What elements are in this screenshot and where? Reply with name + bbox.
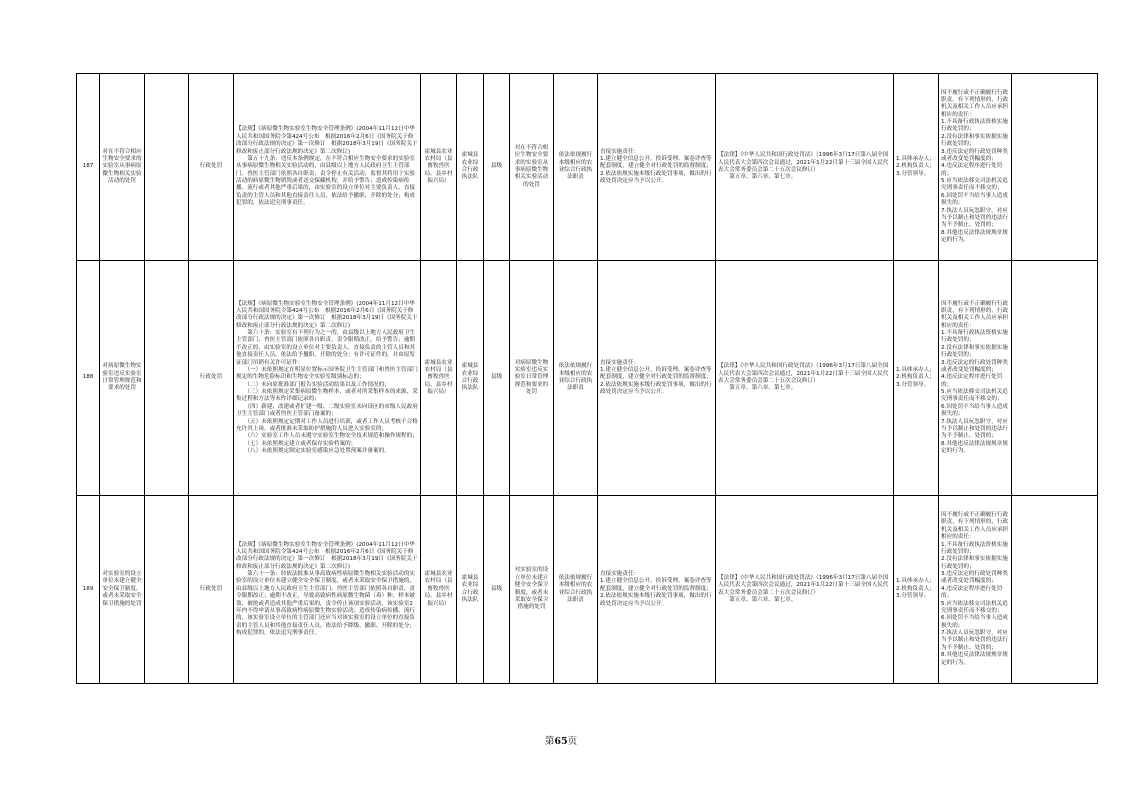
legal-basis-text: 【法规】《病原微生物实验室生物安全管理条例》(2004年11月12日中华人民共和国国务院令第424号公布 根据2016年2月6日《国务院关于修改部分行政法规的决定》第一次修订 根据2018年3月19日《国务院关于修改和废止部分行政法规的决定》第二次修订) 第六十条：实验室有下列行为之一的，由县级以上地方人民政府卫生主管部门、兽医主管部门依照各自职责，责令限期改正，给予警告；逾期不改正的，由实验室的设立单位对主要负责人、直接负责的主管人员和其他直接责任人员，依法给予撤职、开除的处分；有许可证件的，并由原发证部门吊销有关许可证件： （一）未依照规定在明显位置标示国务院卫生主管部门和兽医主管部门规定的生物危险标识和生物安全实验室级别标志的； （二）未向原批准部门报告实验活动结果以及工作情况的； （三）未依照规定采集病原微生物样本，或者对所采集样本的来源、采集过程和方法等未作详细记录的； （四）新建、改建或者扩建一级、二级实验室未向设区的市级人民政府卫生主管部门或者兽医主管部门备案的； （五）未依照规定定期对工作人员进行培训，或者工作人员考核不合格允许其上岗，或者批准未采取防护措施的人员进入实验室的； （六）实验室工作人员未遵守实验室生物安全技术规范和操作规程的； （七）未依照规定建立或者保存实验档案的； （八）未依照规定制定实验室感染应急处置预案并备案的。: [236, 300, 418, 455]
fault-text: 因不履行或不正确履行行政职责，有下列情形的，行政机关及相关工作人员应承担相应的责任： 1.不具备行政执法资格实施行政处罚的； 2.没有法律和事实依据实施行政处罚的； 3.违反法定的行政处罚种类或者改变处罚幅度的； 4.违反法定程序进行处罚的； 5.应当依法移交司法机关追究刑事责任而不移交的； 6.因处罚不当给当事人造成损失的； 7.执法人员玩忽职守，对应当予以制止和处罚的违法行为不予制止、处罚的； 8.其他违反法律法规规章规定的行为。: [941, 300, 1009, 455]
remarks-cell: [1012, 261, 1098, 496]
responsibility-item: 对实验室的设立单位未建立健全安全保卫制度，或者未采取安全保卫措施的处罚: [510, 496, 554, 684]
accountability-basis: [716, 74, 894, 261]
duty-content: [598, 74, 716, 261]
remarks-cell: [1012, 496, 1098, 684]
duty-content: [598, 261, 716, 496]
enforcement-team: 霍城县农业综合行政执法队: [457, 261, 484, 496]
page-footer: [0, 733, 1122, 747]
implementing-org: 霍城县农业农村局（县畜牧兽医局、县乡村振兴局）: [421, 261, 457, 496]
implementing-org: 霍城县农业农村局（县畜牧兽医局、县乡村振兴局）: [421, 74, 457, 261]
power-type: 行政处罚: [189, 74, 234, 261]
responsible-subject: 依法依规履行本级相应的农业综合行政执法职责: [554, 496, 598, 684]
responsible-persons: [894, 261, 939, 496]
legal-basis-text: 【法规】《病原微生物实验室生物安全管理条例》(2004年11月12日中华人民共和国国务院令第424号公布 根据2016年2月6日《国务院关于修改部分行政法规的决定》第一次修订 根据2018年3月19日《国务院关于修改和废止部分行政法规的决定》第二次修订) 第六十一条：经依法批准从事高致病性病原微生物相关实验活动的实验室的设立单位未建立健全安全保卫制度，或者未采取安全保卫措施的，由县级以上地方人民政府卫生主管部门、兽医主管部门依照各自职责，责令限期改正；逾期不改正，导致高致病性病原微生物菌（毒）种、样本被盗、被抢或者造成其他严重后果的，责令停止该项实验活动，该实验室2年内不得申请从事高致病性病原微生物实验活动；造成传染病传播、流行的，该实验室设立单位的主管部门还应当对该实验室的设立单位的直接负责的主管人员和其他直接责任人员，依法给予降级、撤职、开除的处分；构成犯罪的，依法追究刑事责任。: [236, 541, 418, 637]
enforcement-team: 霍城县农业综合行政执法队: [457, 496, 484, 684]
fault-text: 因不履行或不正确履行行政职责，有下列情形的，行政机关及相关工作人员应承担相应的责任： 1.不具备行政执法资格实施行政处罚的； 2.没有法律和事实依据实施行政处罚的； 3.违反法定的行政处罚种类或者改变处罚幅度的； 4.违反法定程序进行处罚的； 5.应当依法移交司法机关追究刑事责任而不移交的； 6.因处罚不当给当事人造成损失的； 7.执法人员玩忽职守，对应当予以制止和处罚的违法行为不予制止、处罚的； 8.其他违反法律法规规章规定的行为。: [941, 89, 1009, 244]
duty-text: 直接实施责任： 1.建立健全信息公开，投诉受理、案卷评查等配套制度，建立健全对行政处罚的监督制度； 2.依法依规实施本级行政处罚事项，做出的行政处罚决定应当予以公开。: [600, 148, 712, 185]
table-row: [77, 74, 1098, 261]
accountability-text: 【法律】《中华人民共和国行政处罚法》（1996年3月17日第八届全国人民代表大会第四次会议通过，2021年1月22日第十三届全国人民代表大会常务委员会第二十五次会议修订） 第五章、第六章、第七章。: [718, 574, 889, 603]
page-prefix: 第: [544, 736, 555, 747]
legal-basis: [234, 74, 421, 261]
legal-basis-text: 【法规】《病原微生物实验室生物安全管理条例》(2004年11月12日中华人民共和国国务院令第424号公布 根据2016年2月6日《国务院关于修改部分行政法规的决定》第一次修订 根据2018年3月19日《国务院关于修改和废止部分行政法规的决定》第二次修订) 第五十九条：违反本条例规定，在不符合相应生物安全要求的实验室从事病原微生物相关实验活动的，由县级以上地方人民政府卫生主管部门、兽医主管部门依照各自职责，责令停止有关活动，监督其将用于实验活动的病原微生物销毁或者送交保藏机构，并给予警告；造成传染病传播、流行或者其他严重后果的，由实验室的设立单位对主要负责人、直接负责的主管人员和其他直接责任人员，依法给予撤职、开除的处分；构成犯罪的，依法追究刑事责任。: [236, 126, 418, 207]
accountability-basis: [716, 496, 894, 684]
responsibility-item: 对病原微生物实验室违反实验室日常管理规范和要求的处罚: [510, 261, 554, 496]
table-row: [77, 261, 1098, 496]
responsible-persons-text: 1.具体承办人； 2.机构负责人； 3.分管领导。: [896, 578, 935, 600]
responsible-persons: [894, 74, 939, 261]
responsibility-item: 对在不符合相应生物安全要求的实验室从事病原微生物相关实验活动的处罚: [510, 74, 554, 261]
remarks-cell: [1012, 74, 1098, 261]
responsible-persons: [894, 496, 939, 684]
implementing-org: 霍城县农业农村局（县畜牧兽医局、县乡村振兴局）: [421, 496, 457, 684]
duty-text: 直接实施责任： 1.建立健全信息公开，投诉受理、案卷评查等配套制度，建立健全对行政处罚的监督制度； 2.依法依规实施本级行政处罚事项，做出的行政处罚决定应当予以公开。: [600, 571, 712, 607]
fault-circumstances: [939, 74, 1012, 261]
power-list-table: [76, 73, 1098, 684]
sub-item-cell: [145, 261, 189, 496]
admin-level: 县级: [484, 261, 510, 496]
duty-text: 直接实施责任： 1.建立健全信息公开，投诉受理、案卷评查等配套制度，建立健全对行政处罚的监督制度； 2.依法依规实施本级行政处罚事项，做出的行政处罚决定应当予以公开。: [600, 359, 712, 396]
responsible-subject: 依法依规履行本级相应的农业综合行政执法职责: [554, 261, 598, 496]
power-type: 行政处罚: [189, 496, 234, 684]
responsible-subject: 依法依规履行本级相应的农业综合行政执法职责: [554, 74, 598, 261]
duty-content: [598, 496, 716, 684]
accountability-basis: [716, 261, 894, 496]
accountability-text: 【法律】《中华人民共和国行政处罚法》（1996年3月17日第八届全国人民代表大会第四次会议通过，2021年1月22日第十三届全国人民代表大会常务委员会第二十五次会议修订） 第五章、第六章、第七章。: [718, 152, 889, 181]
sub-item-cell: [145, 496, 189, 684]
item-name: 对实验室的设立单位未建立健全安全保卫制度，或者未采取安全保卫措施的处罚: [100, 496, 145, 684]
page-suffix: 页: [567, 736, 578, 747]
page-number: 65: [554, 736, 568, 747]
row-number: 188: [77, 261, 100, 496]
item-name: 对病原微生物实验室违反实验室日常管理规范和要求的处罚: [100, 261, 145, 496]
fault-circumstances: [939, 496, 1012, 684]
admin-level: 县级: [484, 74, 510, 261]
admin-level: 县级: [484, 496, 510, 684]
power-type: 行政处罚: [189, 261, 234, 496]
responsible-persons-text: 1.具体承办人； 2.机构负责人； 3.分管领导。: [896, 155, 935, 177]
legal-basis: [234, 496, 421, 684]
row-number: 189: [77, 496, 100, 684]
item-name: 对在不符合相应生物安全要求的实验室从事病原微生物相关实验活动的处罚: [100, 74, 145, 261]
row-number: 187: [77, 74, 100, 261]
accountability-text: 【法律】《中华人民共和国行政处罚法》（1996年3月17日第八届全国人民代表大会第四次会议通过，2021年1月22日第十三届全国人民代表大会常务委员会第二十五次会议修订） 第五章、第六章、第七章。: [718, 363, 889, 392]
fault-circumstances: [939, 261, 1012, 496]
responsible-persons-text: 1.具体承办人； 2.机构负责人； 3.分管领导。: [896, 366, 935, 388]
fault-text: 因不履行或不正确履行行政职责，有下列情形的，行政机关及相关工作人员应承担相应的责任： 1.不具备行政执法资格实施行政处罚的； 2.没有法律和事实依据实施行政处罚的； 3.违反法定的行政处罚种类或者改变处罚幅度的； 4.违反法定程序进行处罚的； 5.应当依法移交司法机关追究刑事责任而不移交的； 6.因处罚不当给当事人造成损失的； 7.执法人员玩忽职守，对应当予以制止和处罚的违法行为不予制止、处罚的； 8.其他违反法律法规规章规定的行为。: [941, 512, 1009, 666]
table-row: [77, 496, 1098, 684]
legal-basis: [234, 261, 421, 496]
enforcement-team: 霍城县农业综合行政执法队: [457, 74, 484, 261]
sub-item-cell: [145, 74, 189, 261]
